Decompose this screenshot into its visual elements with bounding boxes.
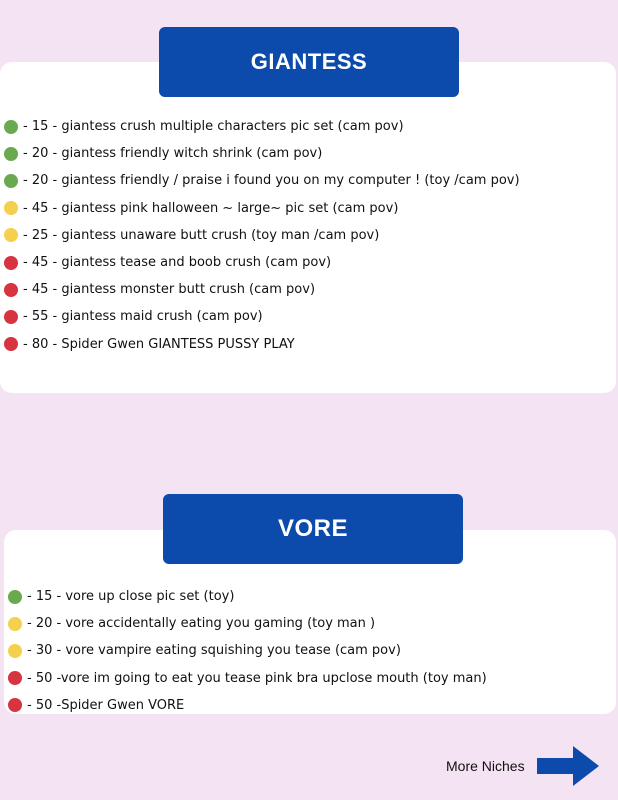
status-yellow-dot-icon (4, 228, 18, 242)
giantess-item (4, 140, 520, 167)
giantess-item (4, 167, 520, 194)
status-red-dot-icon (8, 671, 22, 685)
status-red-dot-icon (4, 256, 18, 270)
giantess-header: GIANTESS (159, 27, 459, 97)
vore-item-text: - 15 - vore up close pic set (toy) (27, 589, 235, 605)
giantess-item-text: - 20 - giantess friendly / praise i found you on my computer ! (toy /cam pov) (23, 173, 520, 189)
vore-item (8, 692, 487, 719)
giantess-item (4, 113, 520, 140)
status-yellow-dot-icon (8, 617, 22, 631)
status-yellow-dot-icon (4, 201, 18, 215)
vore-header: VORE (163, 494, 463, 564)
giantess-item (4, 331, 520, 358)
giantess-item-text: - 25 - giantess unaware butt crush (toy man /cam pov) (23, 227, 380, 243)
vore-item-text: - 20 - vore accidentally eating you gaming (toy man ) (27, 616, 376, 632)
giantess-item (4, 222, 520, 249)
status-red-dot-icon (4, 283, 18, 297)
right-arrow-icon[interactable] (537, 746, 599, 786)
giantess-item (4, 249, 520, 276)
giantess-item-text: - 45 - giantess pink halloween ~ large~ pic set (cam pov) (23, 200, 399, 216)
status-red-dot-icon (4, 337, 18, 351)
status-green-dot-icon (4, 120, 18, 134)
vore-item-text: - 50 -Spider Gwen VORE (27, 697, 185, 713)
vore-item (8, 583, 487, 610)
more-niches-link[interactable]: More Niches (446, 758, 525, 774)
status-red-dot-icon (4, 310, 18, 324)
vore-item (8, 610, 487, 637)
giantess-item-text: - 55 - giantess maid crush (cam pov) (23, 309, 263, 325)
vore-list (8, 583, 487, 719)
giantess-item (4, 195, 520, 222)
status-yellow-dot-icon (8, 644, 22, 658)
giantess-item-text: - 45 - giantess tease and boob crush (cam pov) (23, 255, 332, 271)
giantess-item-text: - 80 - Spider Gwen GIANTESS PUSSY PLAY (23, 336, 295, 352)
vore-item (8, 665, 487, 692)
vore-item-text: - 50 -vore im going to eat you tease pink bra upclose mouth (toy man) (27, 670, 487, 686)
giantess-list (4, 113, 520, 358)
giantess-item (4, 303, 520, 330)
vore-item-text: - 30 - vore vampire eating squishing you tease (cam pov) (27, 643, 401, 659)
status-green-dot-icon (4, 147, 18, 161)
giantess-item-text: - 15 - giantess crush multiple characters pic set (cam pov) (23, 119, 404, 135)
status-green-dot-icon (8, 590, 22, 604)
giantess-item-text: - 45 - giantess monster butt crush (cam pov) (23, 282, 316, 298)
status-red-dot-icon (8, 698, 22, 712)
giantess-item (4, 276, 520, 303)
status-green-dot-icon (4, 174, 18, 188)
giantess-item-text: - 20 - giantess friendly witch shrink (cam pov) (23, 146, 323, 162)
vore-item (8, 637, 487, 664)
